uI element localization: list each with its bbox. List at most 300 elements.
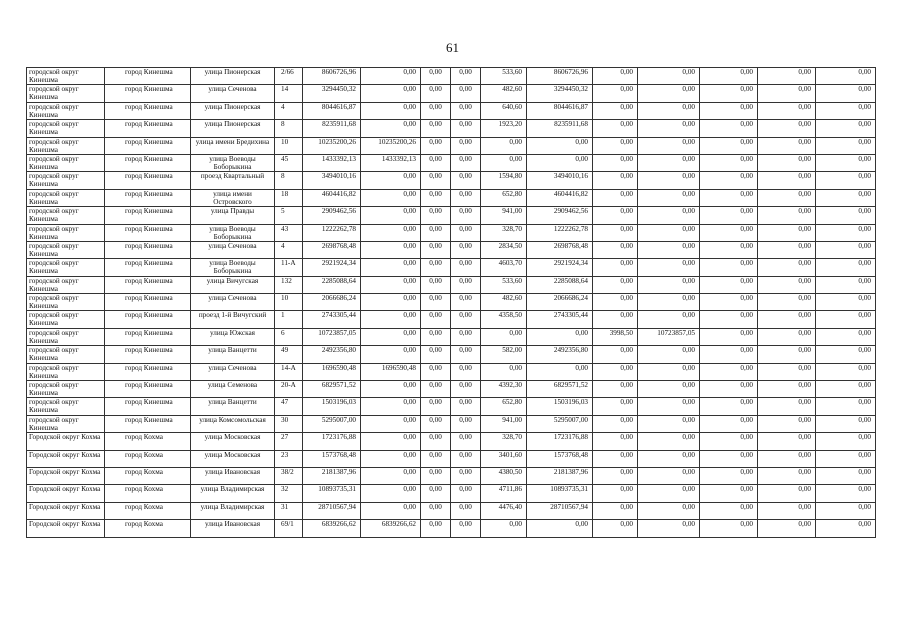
col-7-cell: 0,00 [421, 485, 451, 502]
total-cost-cell: 1696590,48 [303, 363, 361, 380]
municipality-cell: Городской округ Кохма [27, 450, 105, 467]
settlement-cell: город Кинешма [105, 241, 191, 258]
col-7-cell: 0,00 [421, 85, 451, 102]
total-cost-cell: 2743305,44 [303, 311, 361, 328]
col-13-cell: 0,00 [700, 259, 758, 276]
settlement-cell: город Кинешма [105, 120, 191, 137]
col-11-cell: 0,00 [593, 398, 638, 415]
municipality-cell: городской округ Кинешма [27, 346, 105, 363]
table-row [27, 433, 876, 450]
house-number-cell: 8 [275, 120, 303, 137]
street-cell: улица Воеводы Боборыкина [191, 154, 275, 171]
col-14-cell: 0,00 [758, 68, 816, 85]
house-number-cell: 32 [275, 485, 303, 502]
col-8-cell: 0,00 [451, 502, 481, 519]
col-13-cell: 0,00 [700, 172, 758, 189]
col-11-cell: 0,00 [593, 311, 638, 328]
col-12-cell: 0,00 [638, 294, 700, 311]
col-14-cell: 0,00 [758, 502, 816, 519]
street-cell: улица Пионерская [191, 68, 275, 85]
table-row [27, 154, 876, 171]
municipality-cell: Городской округ Кохма [27, 502, 105, 519]
cost-cell: 10893735,31 [527, 485, 593, 502]
col-11-cell: 0,00 [593, 294, 638, 311]
col-15-cell: 0,00 [816, 102, 876, 119]
street-cell: проезд 1-й Вичугский [191, 311, 275, 328]
total-cost-cell: 8606726,96 [303, 68, 361, 85]
house-number-cell: 14 [275, 85, 303, 102]
table-row [27, 311, 876, 328]
table-row [27, 520, 876, 537]
col-12-cell: 0,00 [638, 224, 700, 241]
settlement-cell: город Кинешма [105, 346, 191, 363]
col-6-cell: 0,00 [361, 276, 421, 293]
cost-cell: 2743305,44 [527, 311, 593, 328]
cost-cell: 3494010,16 [527, 172, 593, 189]
municipality-cell: городской округ Кинешма [27, 189, 105, 206]
total-cost-cell: 3294450,32 [303, 85, 361, 102]
total-cost-cell: 4604416,82 [303, 189, 361, 206]
col-15-cell: 0,00 [816, 241, 876, 258]
municipality-cell: городской округ Кинешма [27, 294, 105, 311]
table-row [27, 276, 876, 293]
col-12-cell: 0,00 [638, 189, 700, 206]
area-cell: 4711,86 [481, 485, 527, 502]
col-8-cell: 0,00 [451, 311, 481, 328]
col-13-cell: 0,00 [700, 415, 758, 432]
col-14-cell: 0,00 [758, 311, 816, 328]
municipality-cell: городской округ Кинешма [27, 381, 105, 398]
table-row [27, 467, 876, 484]
col-8-cell: 0,00 [451, 346, 481, 363]
area-cell: 4476,40 [481, 502, 527, 519]
total-cost-cell: 3494010,16 [303, 172, 361, 189]
col-14-cell: 0,00 [758, 276, 816, 293]
col-13-cell: 0,00 [700, 467, 758, 484]
col-8-cell: 0,00 [451, 154, 481, 171]
street-cell: улица Сеченова [191, 241, 275, 258]
municipality-cell: городской округ Кинешма [27, 120, 105, 137]
street-cell: улица Сеченова [191, 363, 275, 380]
total-cost-cell: 1222262,78 [303, 224, 361, 241]
street-cell: улица Комсомольская [191, 415, 275, 432]
settlement-cell: город Кохма [105, 502, 191, 519]
settlement-cell: город Кинешма [105, 398, 191, 415]
col-12-cell: 0,00 [638, 207, 700, 224]
col-7-cell: 0,00 [421, 224, 451, 241]
col-13-cell: 0,00 [700, 485, 758, 502]
settlement-cell: город Кинешма [105, 85, 191, 102]
col-11-cell: 0,00 [593, 102, 638, 119]
col-13-cell: 0,00 [700, 346, 758, 363]
col-14-cell: 0,00 [758, 85, 816, 102]
col-15-cell: 0,00 [816, 398, 876, 415]
area-cell: 533,60 [481, 68, 527, 85]
col-7-cell: 0,00 [421, 381, 451, 398]
area-cell: 640,60 [481, 102, 527, 119]
area-cell: 4358,50 [481, 311, 527, 328]
total-cost-cell: 28710567,94 [303, 502, 361, 519]
col-12-cell: 10723857,05 [638, 328, 700, 345]
col-8-cell: 0,00 [451, 328, 481, 345]
table-row [27, 294, 876, 311]
settlement-cell: город Кинешма [105, 68, 191, 85]
col-11-cell: 0,00 [593, 433, 638, 450]
table-row [27, 85, 876, 102]
total-cost-cell: 2909462,56 [303, 207, 361, 224]
total-cost-cell: 1433392,13 [303, 154, 361, 171]
col-15-cell: 0,00 [816, 502, 876, 519]
col-7-cell: 0,00 [421, 311, 451, 328]
col-12-cell: 0,00 [638, 363, 700, 380]
col-8-cell: 0,00 [451, 102, 481, 119]
area-cell: 0,00 [481, 363, 527, 380]
col-13-cell: 0,00 [700, 520, 758, 537]
municipality-cell: городской округ Кинешма [27, 102, 105, 119]
settlement-cell: город Кинешма [105, 294, 191, 311]
col-6-cell: 0,00 [361, 328, 421, 345]
col-7-cell: 0,00 [421, 172, 451, 189]
col-11-cell: 0,00 [593, 467, 638, 484]
col-6-cell: 0,00 [361, 467, 421, 484]
col-13-cell: 0,00 [700, 363, 758, 380]
col-6-cell: 0,00 [361, 485, 421, 502]
col-15-cell: 0,00 [816, 85, 876, 102]
col-15-cell: 0,00 [816, 433, 876, 450]
col-11-cell: 0,00 [593, 120, 638, 137]
col-12-cell: 0,00 [638, 398, 700, 415]
col-13-cell: 0,00 [700, 241, 758, 258]
col-7-cell: 0,00 [421, 241, 451, 258]
col-7-cell: 0,00 [421, 467, 451, 484]
cost-cell: 4604416,82 [527, 189, 593, 206]
house-number-cell: 4 [275, 102, 303, 119]
col-8-cell: 0,00 [451, 68, 481, 85]
col-15-cell: 0,00 [816, 172, 876, 189]
cost-cell: 8235911,68 [527, 120, 593, 137]
col-8-cell: 0,00 [451, 450, 481, 467]
cost-cell: 28710567,94 [527, 502, 593, 519]
col-12-cell: 0,00 [638, 311, 700, 328]
col-6-cell: 0,00 [361, 259, 421, 276]
cost-cell: 2909462,56 [527, 207, 593, 224]
col-14-cell: 0,00 [758, 485, 816, 502]
col-11-cell: 0,00 [593, 241, 638, 258]
col-11-cell: 0,00 [593, 276, 638, 293]
area-cell: 0,00 [481, 520, 527, 537]
col-13-cell: 0,00 [700, 207, 758, 224]
col-7-cell: 0,00 [421, 259, 451, 276]
col-12-cell: 0,00 [638, 485, 700, 502]
col-8-cell: 0,00 [451, 241, 481, 258]
house-number-cell: 1 [275, 311, 303, 328]
col-7-cell: 0,00 [421, 120, 451, 137]
col-13-cell: 0,00 [700, 328, 758, 345]
cost-cell: 0,00 [527, 363, 593, 380]
col-6-cell: 0,00 [361, 241, 421, 258]
table-row [27, 189, 876, 206]
table-row [27, 363, 876, 380]
settlement-cell: город Кинешма [105, 102, 191, 119]
col-14-cell: 0,00 [758, 415, 816, 432]
col-15-cell: 0,00 [816, 276, 876, 293]
col-14-cell: 0,00 [758, 520, 816, 537]
col-6-cell: 1433392,13 [361, 154, 421, 171]
col-6-cell: 0,00 [361, 398, 421, 415]
house-number-cell: 38/2 [275, 467, 303, 484]
municipality-cell: Городской округ Кохма [27, 520, 105, 537]
col-6-cell: 0,00 [361, 68, 421, 85]
house-number-cell: 23 [275, 450, 303, 467]
total-cost-cell: 2181387,96 [303, 467, 361, 484]
col-14-cell: 0,00 [758, 224, 816, 241]
total-cost-cell: 1723176,88 [303, 433, 361, 450]
house-number-cell: 49 [275, 346, 303, 363]
col-12-cell: 0,00 [638, 346, 700, 363]
table-body [27, 68, 876, 538]
data-table [26, 67, 876, 538]
settlement-cell: город Кохма [105, 485, 191, 502]
area-cell: 582,00 [481, 346, 527, 363]
col-6-cell: 0,00 [361, 294, 421, 311]
cost-cell: 1503196,03 [527, 398, 593, 415]
table-row [27, 398, 876, 415]
street-cell: улица Пионерская [191, 120, 275, 137]
area-cell: 533,60 [481, 276, 527, 293]
municipality-cell: городской округ Кинешма [27, 276, 105, 293]
col-12-cell: 0,00 [638, 502, 700, 519]
col-7-cell: 0,00 [421, 415, 451, 432]
table-row [27, 224, 876, 241]
col-7-cell: 0,00 [421, 276, 451, 293]
col-14-cell: 0,00 [758, 207, 816, 224]
col-12-cell: 0,00 [638, 120, 700, 137]
house-number-cell: 6 [275, 328, 303, 345]
col-12-cell: 0,00 [638, 172, 700, 189]
col-8-cell: 0,00 [451, 224, 481, 241]
col-6-cell: 0,00 [361, 415, 421, 432]
col-11-cell: 0,00 [593, 415, 638, 432]
col-15-cell: 0,00 [816, 415, 876, 432]
total-cost-cell: 2285088,64 [303, 276, 361, 293]
settlement-cell: город Кинешма [105, 311, 191, 328]
table-row [27, 137, 876, 154]
col-14-cell: 0,00 [758, 137, 816, 154]
house-number-cell: 8 [275, 172, 303, 189]
col-7-cell: 0,00 [421, 137, 451, 154]
col-15-cell: 0,00 [816, 207, 876, 224]
house-number-cell: 14-А [275, 363, 303, 380]
total-cost-cell: 1573768,48 [303, 450, 361, 467]
total-cost-cell: 10723857,05 [303, 328, 361, 345]
house-number-cell: 47 [275, 398, 303, 415]
col-7-cell: 0,00 [421, 433, 451, 450]
col-11-cell: 0,00 [593, 85, 638, 102]
table-row [27, 502, 876, 519]
col-11-cell: 0,00 [593, 363, 638, 380]
col-12-cell: 0,00 [638, 450, 700, 467]
col-13-cell: 0,00 [700, 294, 758, 311]
settlement-cell: город Кохма [105, 433, 191, 450]
settlement-cell: город Кохма [105, 467, 191, 484]
area-cell: 2834,50 [481, 241, 527, 258]
col-6-cell: 0,00 [361, 433, 421, 450]
col-12-cell: 0,00 [638, 85, 700, 102]
col-7-cell: 0,00 [421, 68, 451, 85]
col-8-cell: 0,00 [451, 485, 481, 502]
col-8-cell: 0,00 [451, 259, 481, 276]
municipality-cell: городской округ Кинешма [27, 207, 105, 224]
municipality-cell: городской округ Кинешма [27, 154, 105, 171]
col-7-cell: 0,00 [421, 520, 451, 537]
col-15-cell: 0,00 [816, 120, 876, 137]
house-number-cell: 69/1 [275, 520, 303, 537]
col-7-cell: 0,00 [421, 328, 451, 345]
col-6-cell: 0,00 [361, 85, 421, 102]
col-15-cell: 0,00 [816, 259, 876, 276]
col-6-cell: 0,00 [361, 102, 421, 119]
house-number-cell: 10 [275, 137, 303, 154]
table-row [27, 68, 876, 85]
total-cost-cell: 10235200,26 [303, 137, 361, 154]
col-14-cell: 0,00 [758, 346, 816, 363]
house-number-cell: 4 [275, 241, 303, 258]
col-15-cell: 0,00 [816, 520, 876, 537]
col-6-cell: 0,00 [361, 172, 421, 189]
table-row [27, 172, 876, 189]
house-number-cell: 11-А [275, 259, 303, 276]
settlement-cell: город Кинешма [105, 276, 191, 293]
col-8-cell: 0,00 [451, 520, 481, 537]
col-13-cell: 0,00 [700, 68, 758, 85]
col-8-cell: 0,00 [451, 398, 481, 415]
col-8-cell: 0,00 [451, 85, 481, 102]
area-cell: 4392,30 [481, 381, 527, 398]
cost-cell: 3294450,32 [527, 85, 593, 102]
col-12-cell: 0,00 [638, 259, 700, 276]
total-cost-cell: 2492356,80 [303, 346, 361, 363]
street-cell: улица Сеченова [191, 294, 275, 311]
municipality-cell: Городской округ Кохма [27, 433, 105, 450]
street-cell: улица имени Бредихина [191, 137, 275, 154]
col-13-cell: 0,00 [700, 137, 758, 154]
col-13-cell: 0,00 [700, 85, 758, 102]
cost-cell: 1573768,48 [527, 450, 593, 467]
settlement-cell: город Кохма [105, 450, 191, 467]
total-cost-cell: 6839266,62 [303, 520, 361, 537]
col-7-cell: 0,00 [421, 294, 451, 311]
area-cell: 4603,70 [481, 259, 527, 276]
table-row [27, 381, 876, 398]
municipality-cell: городской округ Кинешма [27, 172, 105, 189]
street-cell: проезд Квартальный [191, 172, 275, 189]
table-row [27, 207, 876, 224]
col-15-cell: 0,00 [816, 467, 876, 484]
house-number-cell: 2/66 [275, 68, 303, 85]
col-12-cell: 0,00 [638, 467, 700, 484]
municipality-cell: городской округ Кинешма [27, 398, 105, 415]
house-number-cell: 5 [275, 207, 303, 224]
house-number-cell: 10 [275, 294, 303, 311]
col-13-cell: 0,00 [700, 224, 758, 241]
col-8-cell: 0,00 [451, 137, 481, 154]
col-6-cell: 0,00 [361, 502, 421, 519]
settlement-cell: город Кинешма [105, 381, 191, 398]
municipality-cell: городской округ Кинешма [27, 137, 105, 154]
total-cost-cell: 8044616,87 [303, 102, 361, 119]
col-14-cell: 0,00 [758, 467, 816, 484]
house-number-cell: 30 [275, 415, 303, 432]
cost-cell: 0,00 [527, 520, 593, 537]
street-cell: улица Ванцетти [191, 346, 275, 363]
total-cost-cell: 2066686,24 [303, 294, 361, 311]
street-cell: улица Сеченова [191, 85, 275, 102]
col-13-cell: 0,00 [700, 381, 758, 398]
street-cell: улица Ивановская [191, 520, 275, 537]
col-13-cell: 0,00 [700, 154, 758, 171]
col-7-cell: 0,00 [421, 450, 451, 467]
municipality-cell: городской округ Кинешма [27, 415, 105, 432]
col-12-cell: 0,00 [638, 102, 700, 119]
col-7-cell: 0,00 [421, 346, 451, 363]
house-number-cell: 132 [275, 276, 303, 293]
col-11-cell: 0,00 [593, 259, 638, 276]
municipality-cell: городской округ Кинешма [27, 85, 105, 102]
total-cost-cell: 5295007,00 [303, 415, 361, 432]
street-cell: улица Владимирская [191, 485, 275, 502]
col-6-cell: 0,00 [361, 120, 421, 137]
col-8-cell: 0,00 [451, 467, 481, 484]
area-cell: 328,70 [481, 224, 527, 241]
table-row [27, 415, 876, 432]
col-14-cell: 0,00 [758, 328, 816, 345]
area-cell: 0,00 [481, 154, 527, 171]
col-7-cell: 0,00 [421, 398, 451, 415]
col-15-cell: 0,00 [816, 294, 876, 311]
settlement-cell: город Кинешма [105, 154, 191, 171]
cost-cell: 8606726,96 [527, 68, 593, 85]
col-15-cell: 0,00 [816, 311, 876, 328]
col-14-cell: 0,00 [758, 154, 816, 171]
table-row [27, 120, 876, 137]
area-cell: 0,00 [481, 328, 527, 345]
col-12-cell: 0,00 [638, 68, 700, 85]
col-11-cell: 0,00 [593, 485, 638, 502]
municipality-cell: городской округ Кинешма [27, 259, 105, 276]
area-cell: 328,70 [481, 433, 527, 450]
house-number-cell: 18 [275, 189, 303, 206]
col-8-cell: 0,00 [451, 189, 481, 206]
col-11-cell: 3998,50 [593, 328, 638, 345]
col-7-cell: 0,00 [421, 502, 451, 519]
col-12-cell: 0,00 [638, 415, 700, 432]
col-12-cell: 0,00 [638, 381, 700, 398]
col-11-cell: 0,00 [593, 207, 638, 224]
col-7-cell: 0,00 [421, 189, 451, 206]
col-14-cell: 0,00 [758, 172, 816, 189]
area-cell: 3401,60 [481, 450, 527, 467]
col-14-cell: 0,00 [758, 363, 816, 380]
area-cell: 652,80 [481, 189, 527, 206]
col-8-cell: 0,00 [451, 120, 481, 137]
street-cell: улица Ванцетти [191, 398, 275, 415]
cost-cell: 2492356,80 [527, 346, 593, 363]
col-8-cell: 0,00 [451, 363, 481, 380]
col-7-cell: 0,00 [421, 102, 451, 119]
settlement-cell: город Кинешма [105, 189, 191, 206]
col-11-cell: 0,00 [593, 137, 638, 154]
col-7-cell: 0,00 [421, 363, 451, 380]
